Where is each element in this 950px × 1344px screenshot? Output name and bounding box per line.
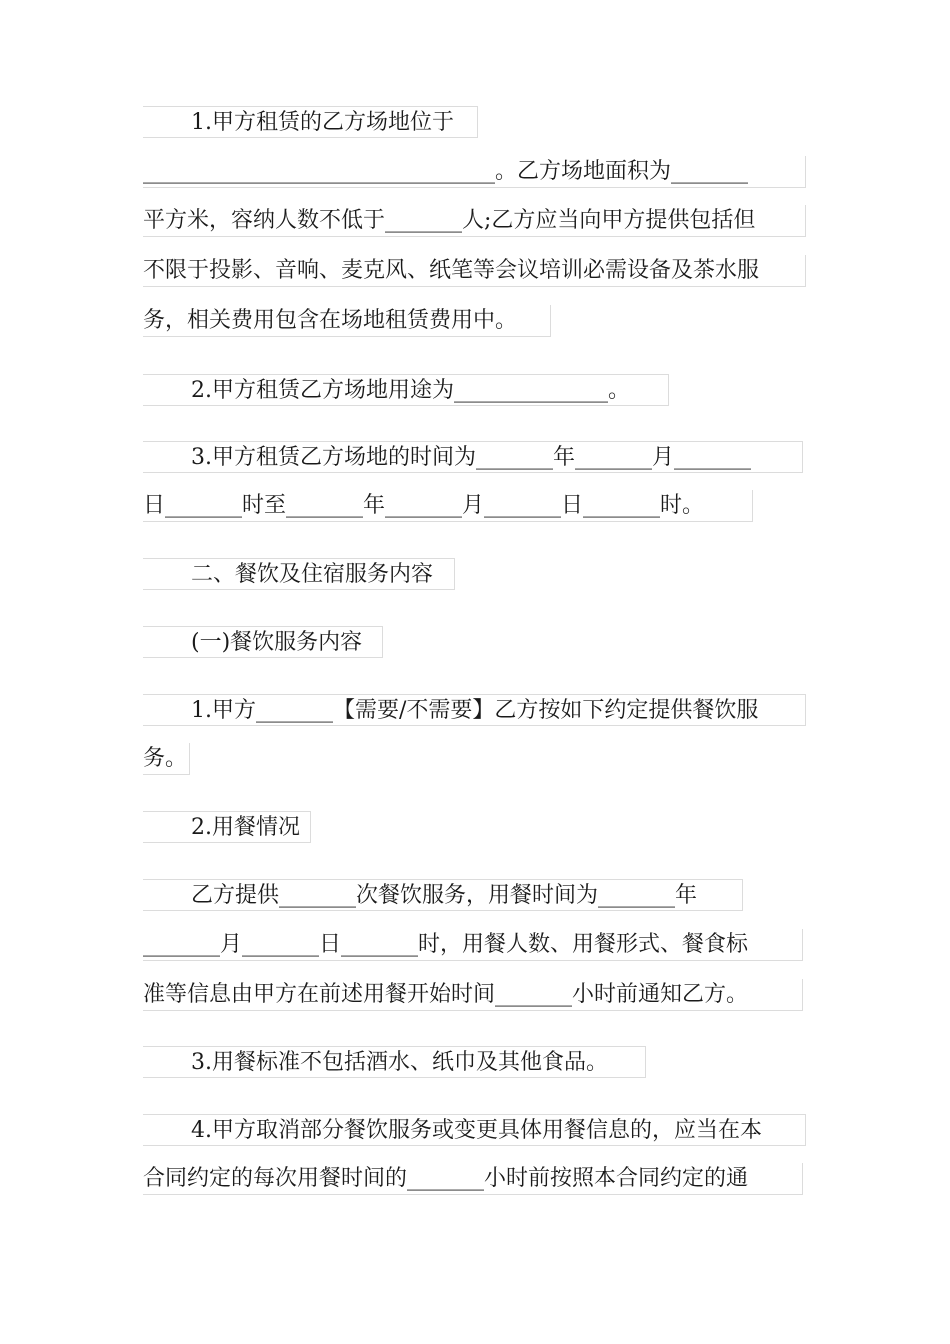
text-line: 2.甲方租赁乙方场地用途为______________。: [143, 374, 669, 406]
text-line: _______月_______日_______时，用餐人数、用餐形式、餐食标: [143, 929, 803, 961]
text-line: 务。: [143, 743, 190, 775]
text-line: 平方米，容纳人数不低于_______人;乙方应当向甲方提供包括但: [143, 205, 806, 237]
text-line: 不限于投影、音响、麦克风、纸笔等会议培训必需设备及茶水服: [143, 255, 806, 287]
text-line: 准等信息由甲方在前述用餐开始时间_______小时前通知乙方。: [143, 979, 803, 1011]
text-line: 3.用餐标准不包括酒水、纸巾及其他食品。: [143, 1046, 646, 1078]
text-line: ________________________________。乙方场地面积为_______: [143, 156, 806, 188]
subsection-heading: (一)餐饮服务内容: [143, 626, 383, 658]
text-line: 2.用餐情况: [143, 811, 311, 843]
text-line: 日_______时至_______年_______月_______日_______时。: [143, 490, 753, 522]
text-line: 务，相关费用包含在场地租赁费用中。: [143, 305, 551, 337]
text-line: 合同约定的每次用餐时间的_______小时前按照本合同约定的通: [143, 1163, 803, 1195]
text-line: 1.甲方_______【需要/不需要】乙方按如下约定提供餐饮服: [143, 694, 806, 726]
text-line: 3.甲方租赁乙方场地的时间为_______年_______月_______: [143, 441, 803, 473]
section-heading: 二、餐饮及住宿服务内容: [143, 558, 455, 590]
text-line: 4.甲方取消部分餐饮服务或变更具体用餐信息的，应当在本: [143, 1114, 806, 1146]
text-line: 乙方提供_______次餐饮服务，用餐时间为_______年: [143, 879, 743, 911]
text-line: 1.甲方租赁的乙方场地位于: [143, 106, 478, 138]
